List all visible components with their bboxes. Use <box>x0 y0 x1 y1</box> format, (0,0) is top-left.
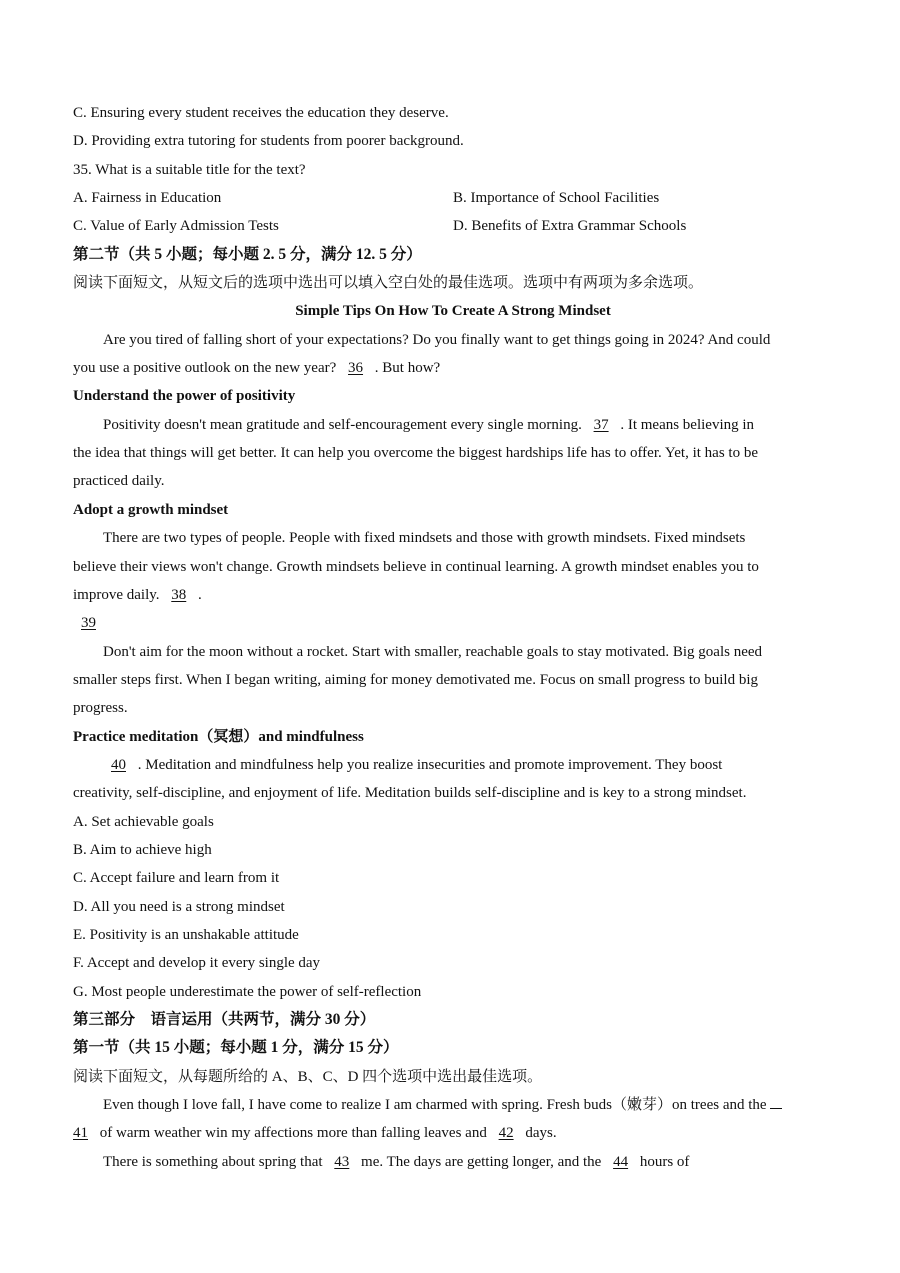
blank-37: 37 <box>593 416 609 433</box>
option-b: B. Aim to achieve high <box>73 841 212 858</box>
passage-text <box>73 751 833 779</box>
q34-option-d: D. Providing extra tutoring for students from poorer background. <box>73 133 464 150</box>
text-segment: . <box>198 586 202 603</box>
q35-stem: 35. What is a suitable title for the text? <box>73 161 306 178</box>
passage-text: creativity, self-discipline, and enjoyment of life. Meditation builds self-discipline and is key to a strong mindset. <box>73 785 747 802</box>
text-segment: Even though I love fall, I have come to realize I am charmed with spring. Fresh buds（嫩芽）on trees and the <box>103 1097 767 1114</box>
q34-option-c: C. Ensuring every student receives the education they deserve. <box>73 105 449 121</box>
q35-options-row-1 <box>73 184 833 212</box>
q35-option-a: A. Fairness in Education <box>73 190 222 207</box>
option-a: A. Set achievable goals <box>73 813 214 830</box>
passage-text <box>73 354 833 382</box>
option-c: C. Accept failure and learn from it <box>73 870 280 887</box>
blank-44: 44 <box>613 1153 629 1170</box>
passage-text: practiced daily. <box>73 473 165 490</box>
q35-option-c: C. Value of Early Admission Tests <box>73 218 279 235</box>
text-segment: improve daily. <box>73 586 160 603</box>
passage-text <box>73 609 833 637</box>
passage-text <box>73 581 833 609</box>
option-d: D. All you need is a strong mindset <box>73 898 285 915</box>
q35-options-row-2 <box>73 212 833 240</box>
text-segment: hours of <box>639 1153 690 1170</box>
passage-text <box>73 411 833 439</box>
passage-text: Are you tired of falling short of your expectations? Do you finally want to get things going in 2024? And could <box>103 331 771 348</box>
text-segment: of warm weather win my affections more than falling leaves and <box>99 1125 487 1142</box>
passage-text <box>73 1091 833 1119</box>
text-segment: . But how? <box>374 360 441 377</box>
blank-40: 40 <box>111 756 126 773</box>
passage-text: believe their views won't change. Growth mindsets believe in continual learning. A growth mindset enables you to <box>73 558 759 575</box>
text-segment: . It means believing in <box>620 416 755 433</box>
passage-text: smaller steps first. When I began writing, aiming for money demotivated me. Focus on small progress to build big <box>73 671 759 688</box>
exam-page <box>73 99 833 1176</box>
blank-43: 43 <box>334 1153 350 1170</box>
option-e: E. Positivity is an unshakable attitude <box>73 926 299 943</box>
section2-instruction: 阅读下面短文，从短文后的选项中选出可以填入空白处的最佳选项。选项中有两项为多余选项。 <box>73 275 704 292</box>
passage-title: Simple Tips On How To Create A Strong Mindset <box>295 303 611 320</box>
option-f: F. Accept and develop it every single day <box>73 955 321 972</box>
text-segment: me. The days are getting longer, and the <box>361 1153 602 1170</box>
option-g: G. Most people underestimate the power of self-reflection <box>73 983 422 1000</box>
text-segment: . Meditation and mindfulness help you realize insecurities and promote improvement. They boost <box>137 756 723 773</box>
text-segment: There is something about spring that <box>103 1153 323 1170</box>
text-segment: days. <box>525 1125 557 1142</box>
blank-36: 36 <box>348 360 364 377</box>
blank-39: 39 <box>81 615 96 632</box>
subheading-positivity: Understand the power of positivity <box>73 388 296 405</box>
passage-text: the idea that things will get better. It can help you overcome the biggest hardships life has to offer. Yet, it has to be <box>73 445 758 462</box>
blank-42: 42 <box>498 1125 514 1142</box>
passage-text: Don't aim for the moon without a rocket. Start with smaller, reachable goals to stay motivated. Big goals need <box>103 643 763 660</box>
subheading-meditation: Practice meditation（冥想）and mindfulness <box>73 728 364 745</box>
text-segment: Positivity doesn't mean gratitude and self-encouragement every single morning. <box>103 416 582 433</box>
q35-option-b: B. Importance of School Facilities <box>453 190 660 207</box>
passage-text <box>73 1148 833 1176</box>
blank-38: 38 <box>171 586 187 603</box>
part3-heading: 第三部分 语言运用（共两节，满分 30 分） <box>73 1011 376 1028</box>
part3-subheading: 第一节（共 15 小题；每小题 1 分，满分 15 分） <box>73 1039 399 1057</box>
passage-text: progress. <box>73 700 128 717</box>
blank-41: 41 <box>73 1125 88 1142</box>
part3-instruction: 阅读下面短文，从每题所给的 A、B、C、D 四个选项中选出最佳选项。 <box>73 1068 543 1085</box>
subheading-growth-mindset: Adopt a growth mindset <box>73 501 229 518</box>
passage-text <box>73 1119 833 1147</box>
section2-heading: 第二节（共 5 小题；每小题 2. 5 分，满分 12. 5 分） <box>73 245 422 263</box>
q35-option-d: D. Benefits of Extra Grammar Schools <box>453 218 687 235</box>
blank-line <box>770 1092 782 1109</box>
passage-text: There are two types of people. People with fixed mindsets and those with growth mindsets. Fixed mindsets <box>103 530 746 547</box>
text-segment: you use a positive outlook on the new year? <box>73 360 337 377</box>
